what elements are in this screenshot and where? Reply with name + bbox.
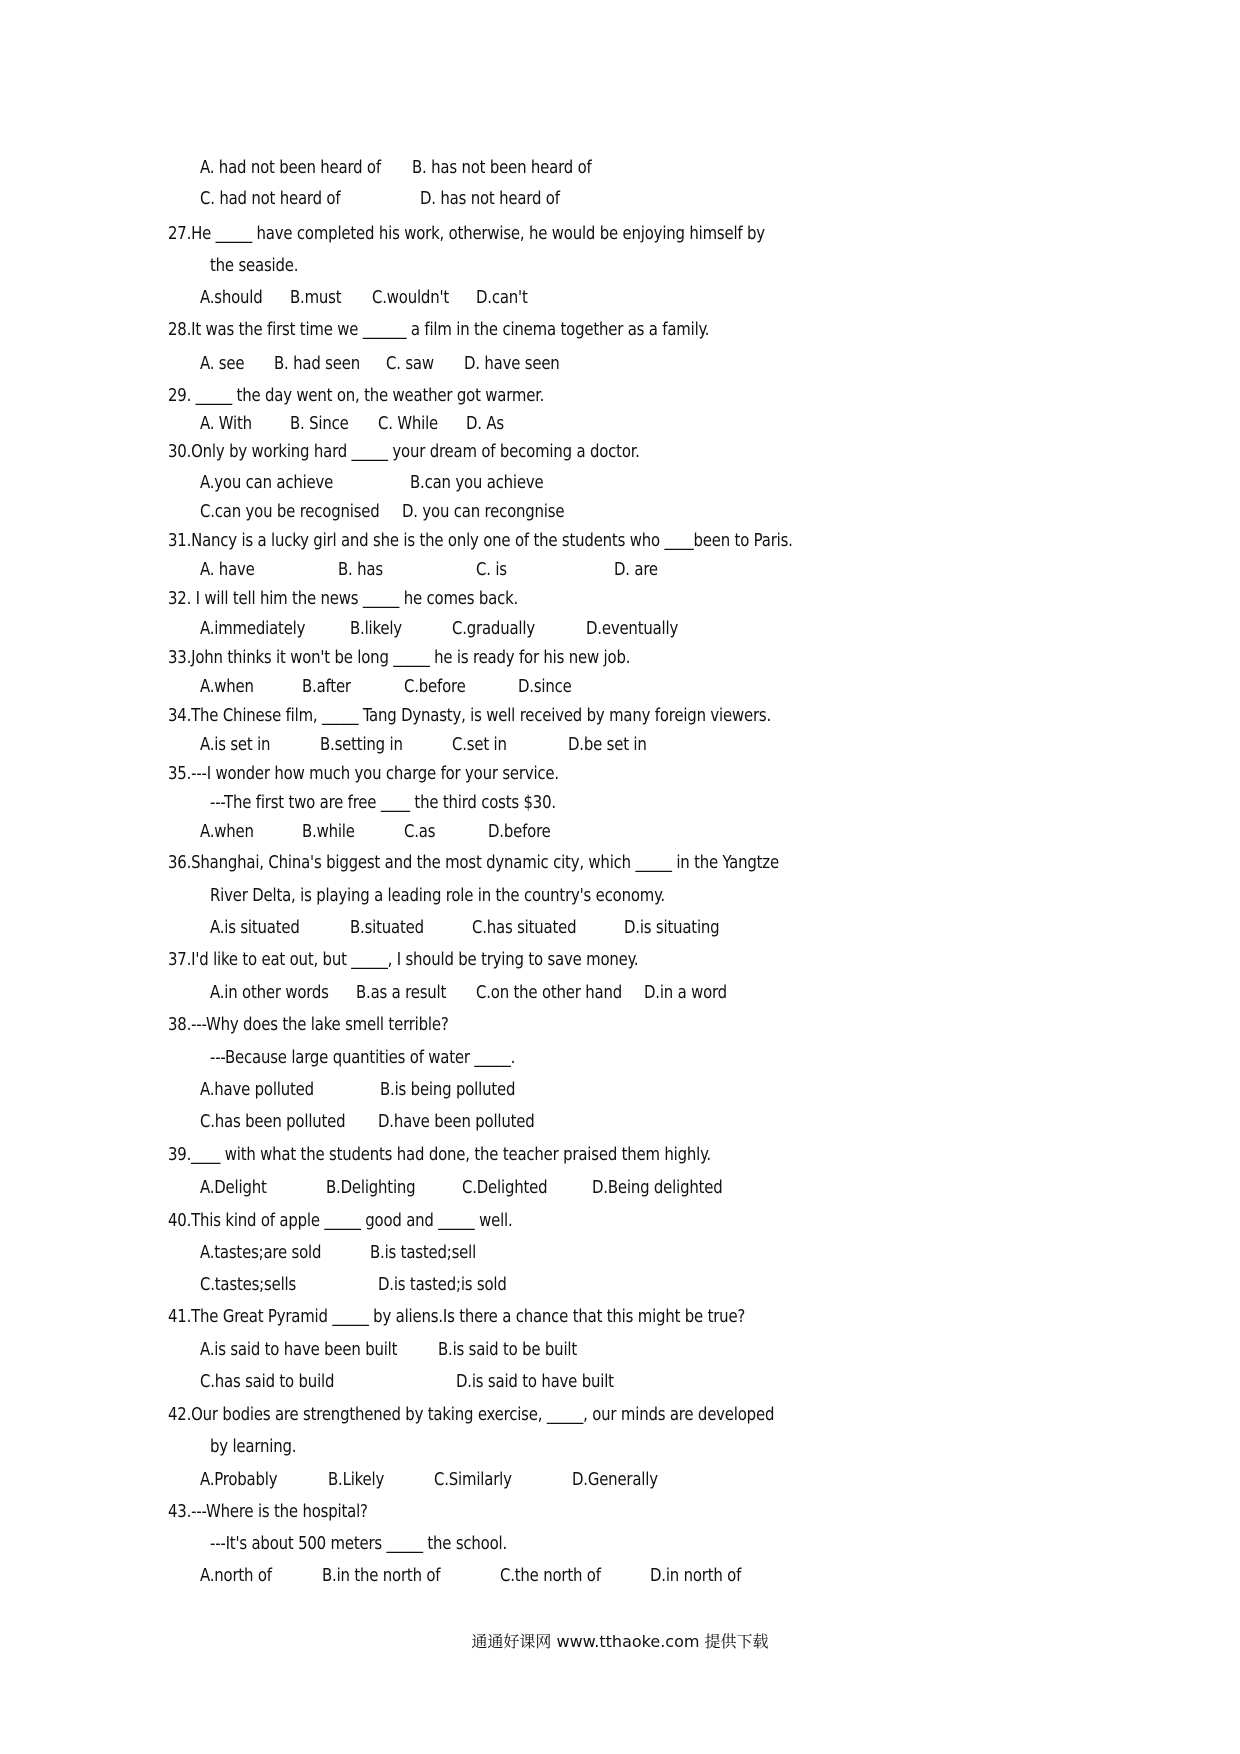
- option-d: D. has not heard of: [420, 188, 560, 209]
- option-b: B. has: [338, 559, 383, 580]
- question-35: 35.---I wonder how much you charge for your service.: [168, 763, 559, 784]
- option-a: A.should: [200, 287, 263, 308]
- option-b: B. has not been heard of: [412, 157, 592, 178]
- option-c: C.has been polluted: [200, 1111, 346, 1132]
- option-c: C.on the other hand: [476, 982, 623, 1003]
- question-31: 31.Nancy is a lucky girl and she is the only one of the students who ____been to Paris.: [168, 530, 793, 551]
- option-b: B.Likely: [328, 1469, 385, 1490]
- option-d: D.before: [488, 821, 551, 842]
- option-b: B.is tasted;sell: [370, 1242, 477, 1263]
- option-d: D.have been polluted: [378, 1111, 535, 1132]
- question-39: 39.____ with what the students had done, the teacher praised them highly.: [168, 1144, 711, 1165]
- option-a: A. see: [200, 353, 245, 374]
- question-36: 36.Shanghai, China's biggest and the most dynamic city, which _____ in the Yangtze: [168, 852, 779, 873]
- option-a: A.when: [200, 676, 254, 697]
- option-d: D.eventually: [586, 618, 679, 639]
- option-a: A.is said to have been built: [200, 1339, 398, 1360]
- option-d: D.since: [518, 676, 572, 697]
- option-b: B.situated: [350, 917, 424, 938]
- option-c: C.gradually: [452, 618, 535, 639]
- option-b: B.is said to be built: [438, 1339, 578, 1360]
- page-footer: 通通好课网 www.tthaoke.com 提供下载: [471, 1632, 769, 1651]
- question-36-continued: River Delta, is playing a leading role in the country's economy.: [210, 885, 665, 906]
- option-b: B.likely: [350, 618, 402, 639]
- option-a: A.Delight: [200, 1177, 267, 1198]
- option-c: C.has said to build: [200, 1371, 335, 1392]
- option-c: C. saw: [386, 353, 434, 374]
- option-b: B.after: [302, 676, 351, 697]
- option-d: D.is situating: [624, 917, 720, 938]
- option-a: A.is set in: [200, 734, 271, 755]
- question-29: 29. _____ the day went on, the weather got warmer.: [168, 385, 545, 406]
- option-d: D. are: [614, 559, 658, 580]
- option-b: B.setting in: [320, 734, 403, 755]
- option-d: D.Generally: [572, 1469, 658, 1490]
- option-c: C.set in: [452, 734, 507, 755]
- question-38-reply: ---Because large quantities of water _____.: [210, 1047, 516, 1068]
- question-28: 28.It was the first time we ______ a film in the cinema together as a family.: [168, 319, 710, 340]
- question-34: 34.The Chinese film, _____ Tang Dynasty, is well received by many foreign viewers.: [168, 705, 772, 726]
- option-c: C.has situated: [472, 917, 577, 938]
- option-a: A. had not been heard of: [200, 157, 381, 178]
- option-c: C. had not heard of: [200, 188, 341, 209]
- option-a: A.is situated: [210, 917, 300, 938]
- option-d: D. you can recongnise: [402, 501, 565, 522]
- option-b: B.while: [302, 821, 355, 842]
- question-27: 27.He _____ have completed his work, otherwise, he would be enjoying himself by: [168, 223, 765, 244]
- option-d: D.can't: [476, 287, 528, 308]
- option-c: C.the north of: [500, 1565, 601, 1586]
- question-27-continued: the seaside.: [210, 255, 299, 276]
- option-b: B. had seen: [274, 353, 360, 374]
- question-32: 32. I will tell him the news _____ he comes back.: [168, 588, 519, 609]
- question-43-reply: ---It's about 500 meters _____ the school.: [210, 1533, 508, 1554]
- option-d: D. have seen: [464, 353, 560, 374]
- option-c: C. is: [476, 559, 507, 580]
- question-37: 37.I'd like to eat out, but _____, I should be trying to save money.: [168, 949, 639, 970]
- question-41: 41.The Great Pyramid _____ by aliens.Is there a chance that this might be true?: [168, 1306, 746, 1327]
- option-c: C.before: [404, 676, 466, 697]
- question-30: 30.Only by working hard _____ your dream of becoming a doctor.: [168, 441, 640, 462]
- option-a: A.immediately: [200, 618, 306, 639]
- option-a: A. With: [200, 413, 252, 434]
- question-40: 40.This kind of apple _____ good and _____ well.: [168, 1210, 513, 1231]
- question-43: 43.---Where is the hospital?: [168, 1501, 368, 1522]
- option-c: C.can you be recognised: [200, 501, 380, 522]
- option-b: B.must: [290, 287, 342, 308]
- option-d: D.in a word: [644, 982, 727, 1003]
- option-d: D.in north of: [650, 1565, 742, 1586]
- option-d: D. As: [466, 413, 504, 434]
- option-c: C.Delighted: [462, 1177, 548, 1198]
- option-b: B. Since: [290, 413, 349, 434]
- option-a: A.in other words: [210, 982, 329, 1003]
- question-35-reply: ---The first two are free ____ the third costs $30.: [210, 792, 556, 813]
- question-33: 33.John thinks it won't be long _____ he is ready for his new job.: [168, 647, 631, 668]
- option-c: C. While: [378, 413, 439, 434]
- option-d: D.is said to have built: [456, 1371, 614, 1392]
- option-b: B.Delighting: [326, 1177, 416, 1198]
- option-a: A.Probably: [200, 1469, 278, 1490]
- option-a: A.you can achieve: [200, 472, 334, 493]
- option-c: C.wouldn't: [372, 287, 450, 308]
- option-a: A. have: [200, 559, 255, 580]
- option-a: A.have polluted: [200, 1079, 314, 1100]
- option-b: B.can you achieve: [410, 472, 544, 493]
- option-c: C.as: [404, 821, 436, 842]
- option-a: A.when: [200, 821, 254, 842]
- option-d: D.Being delighted: [592, 1177, 723, 1198]
- question-42-continued: by learning.: [210, 1436, 297, 1457]
- option-b: B.in the north of: [322, 1565, 441, 1586]
- option-d: D.be set in: [568, 734, 647, 755]
- option-c: C.tastes;sells: [200, 1274, 297, 1295]
- question-42: 42.Our bodies are strengthened by taking exercise, _____, our minds are developed: [168, 1404, 775, 1425]
- option-b: B.is being polluted: [380, 1079, 516, 1100]
- option-d: D.is tasted;is sold: [378, 1274, 507, 1295]
- option-b: B.as a result: [356, 982, 447, 1003]
- option-a: A.north of: [200, 1565, 272, 1586]
- option-c: C.Similarly: [434, 1469, 512, 1490]
- question-38: 38.---Why does the lake smell terrible?: [168, 1014, 449, 1035]
- option-a: A.tastes;are sold: [200, 1242, 322, 1263]
